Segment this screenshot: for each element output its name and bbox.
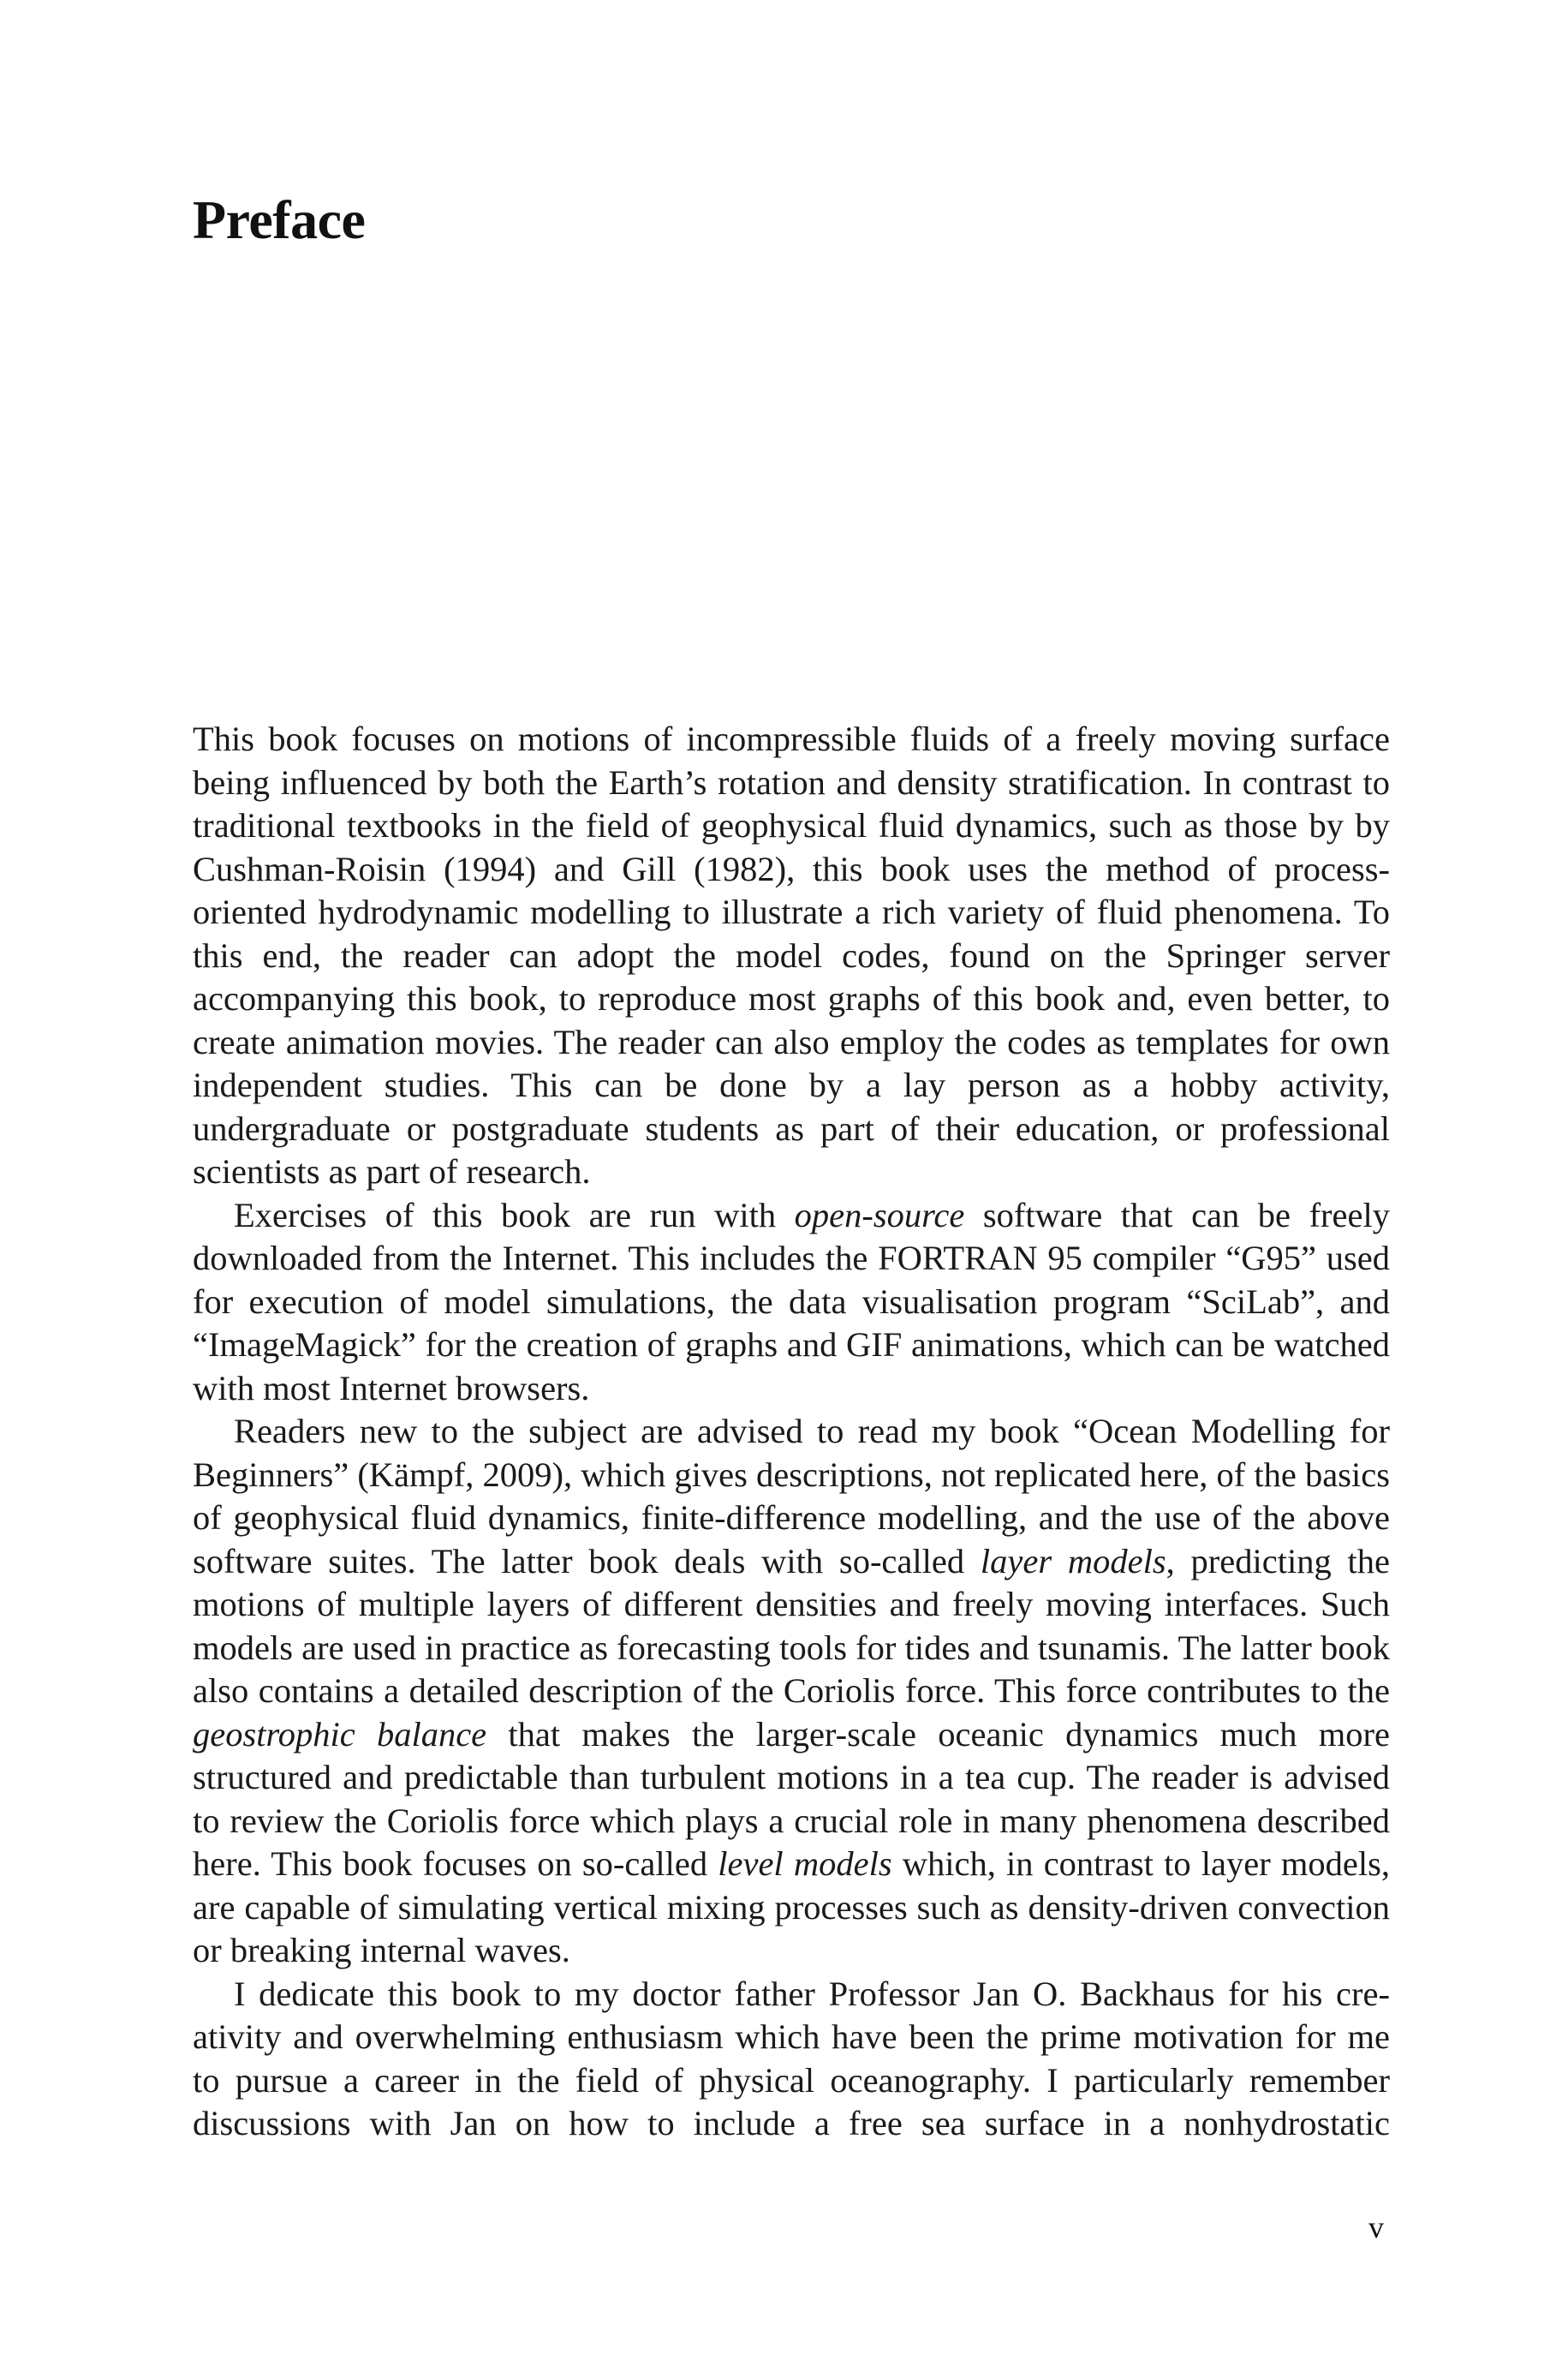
paragraph-3 [193, 1410, 1390, 1973]
paragraph-1 [193, 718, 1390, 1194]
paragraph-2 [193, 1194, 1390, 1411]
paragraph-3-text-a: Readers new to the subject are advised to read my book “Ocean Modelling for Beginners” (Kämpf, 2009), which gives descriptions, not replicated here, of the basics of geophysical fluid dynamics, finite-difference modelling, and the use of the above software suites. The latter book deals with so-called [193, 1412, 1390, 1580]
paragraph-3-emphasis-b: geostrophic balance [193, 1714, 487, 1754]
paragraph-2-text-b: software that can be freely downloaded from the Internet. This includes the FORTRAN 95 compiler “G95” used for execution of model simulations, the data visualisation program “SciLab”, and “ImageMagick” for the creation of graphs and GIF animations, which can be watched with most Internet browsers. [193, 1195, 1390, 1407]
paragraph-2-text-a: Exercises of this book are run with [234, 1195, 795, 1234]
paragraph-4-text: I dedicate this book to my doctor father Professor Jan O. Backhaus for his creativity and overwhelming enthusiasm which have been the prime motivation for me to pursue a career in the field of physical oceanography. I particularly remember discussions with Jan on how to include a free sea surface in a nonhydrostatic [193, 1974, 1390, 2142]
preface-body [193, 718, 1390, 2146]
paragraph-3-emphasis-c: level models [718, 1844, 892, 1883]
paragraph-3-text-c: that makes the larger-scale oceanic dynamics much more structured and predictable than turbulent motions in a tea cup. The reader is advised to review the Coriolis force which plays a crucial role in many phenomena described here. This book focuses on so-called [193, 1714, 1390, 1883]
paragraph-3-emphasis-a: layer models [980, 1541, 1166, 1580]
paragraph-2-emphasis: open-source [794, 1195, 965, 1234]
paragraph-3-text-b: , predicting the motions of multiple layers of different densities and freely moving interfaces. Such models are used in practice as forecasting tools for tides and tsunamis. The latter book also contains a detailed description of the Coriolis force. This force contributes to the [193, 1541, 1390, 1710]
page-number: v [1368, 2210, 1384, 2244]
paragraph-1-text: This book focuses on motions of incompressible fluids of a freely moving surface being influenced by both the Earth’s rotation and density stratification. In contrast to traditional textbooks in the field of geophysical fluid dynamics, such as those by by Cushman-Roisin (1994) and Gill (1982), this book uses the method of process-oriented hydrodynamic modelling to illustrate a rich variety of fluid phenomena. To this end, the reader can adopt the model codes, found on the Springer server accompanying this book, to reproduce most graphs of this book and, even better, to create animation movies. The reader can also employ the codes as templates for own independent studies. This can be done by a lay person as a hobby activity, undergraduate or postgraduate students as part of their education, or professional scientists as part of research. [193, 720, 1390, 1191]
paragraph-4 [193, 1973, 1390, 2146]
paragraph-3-text-d: which, in contrast to layer models, are capable of simulating vertical mixing processes such as density-driven convection or breaking internal waves. [193, 1844, 1390, 1969]
page-title: Preface [193, 189, 366, 250]
